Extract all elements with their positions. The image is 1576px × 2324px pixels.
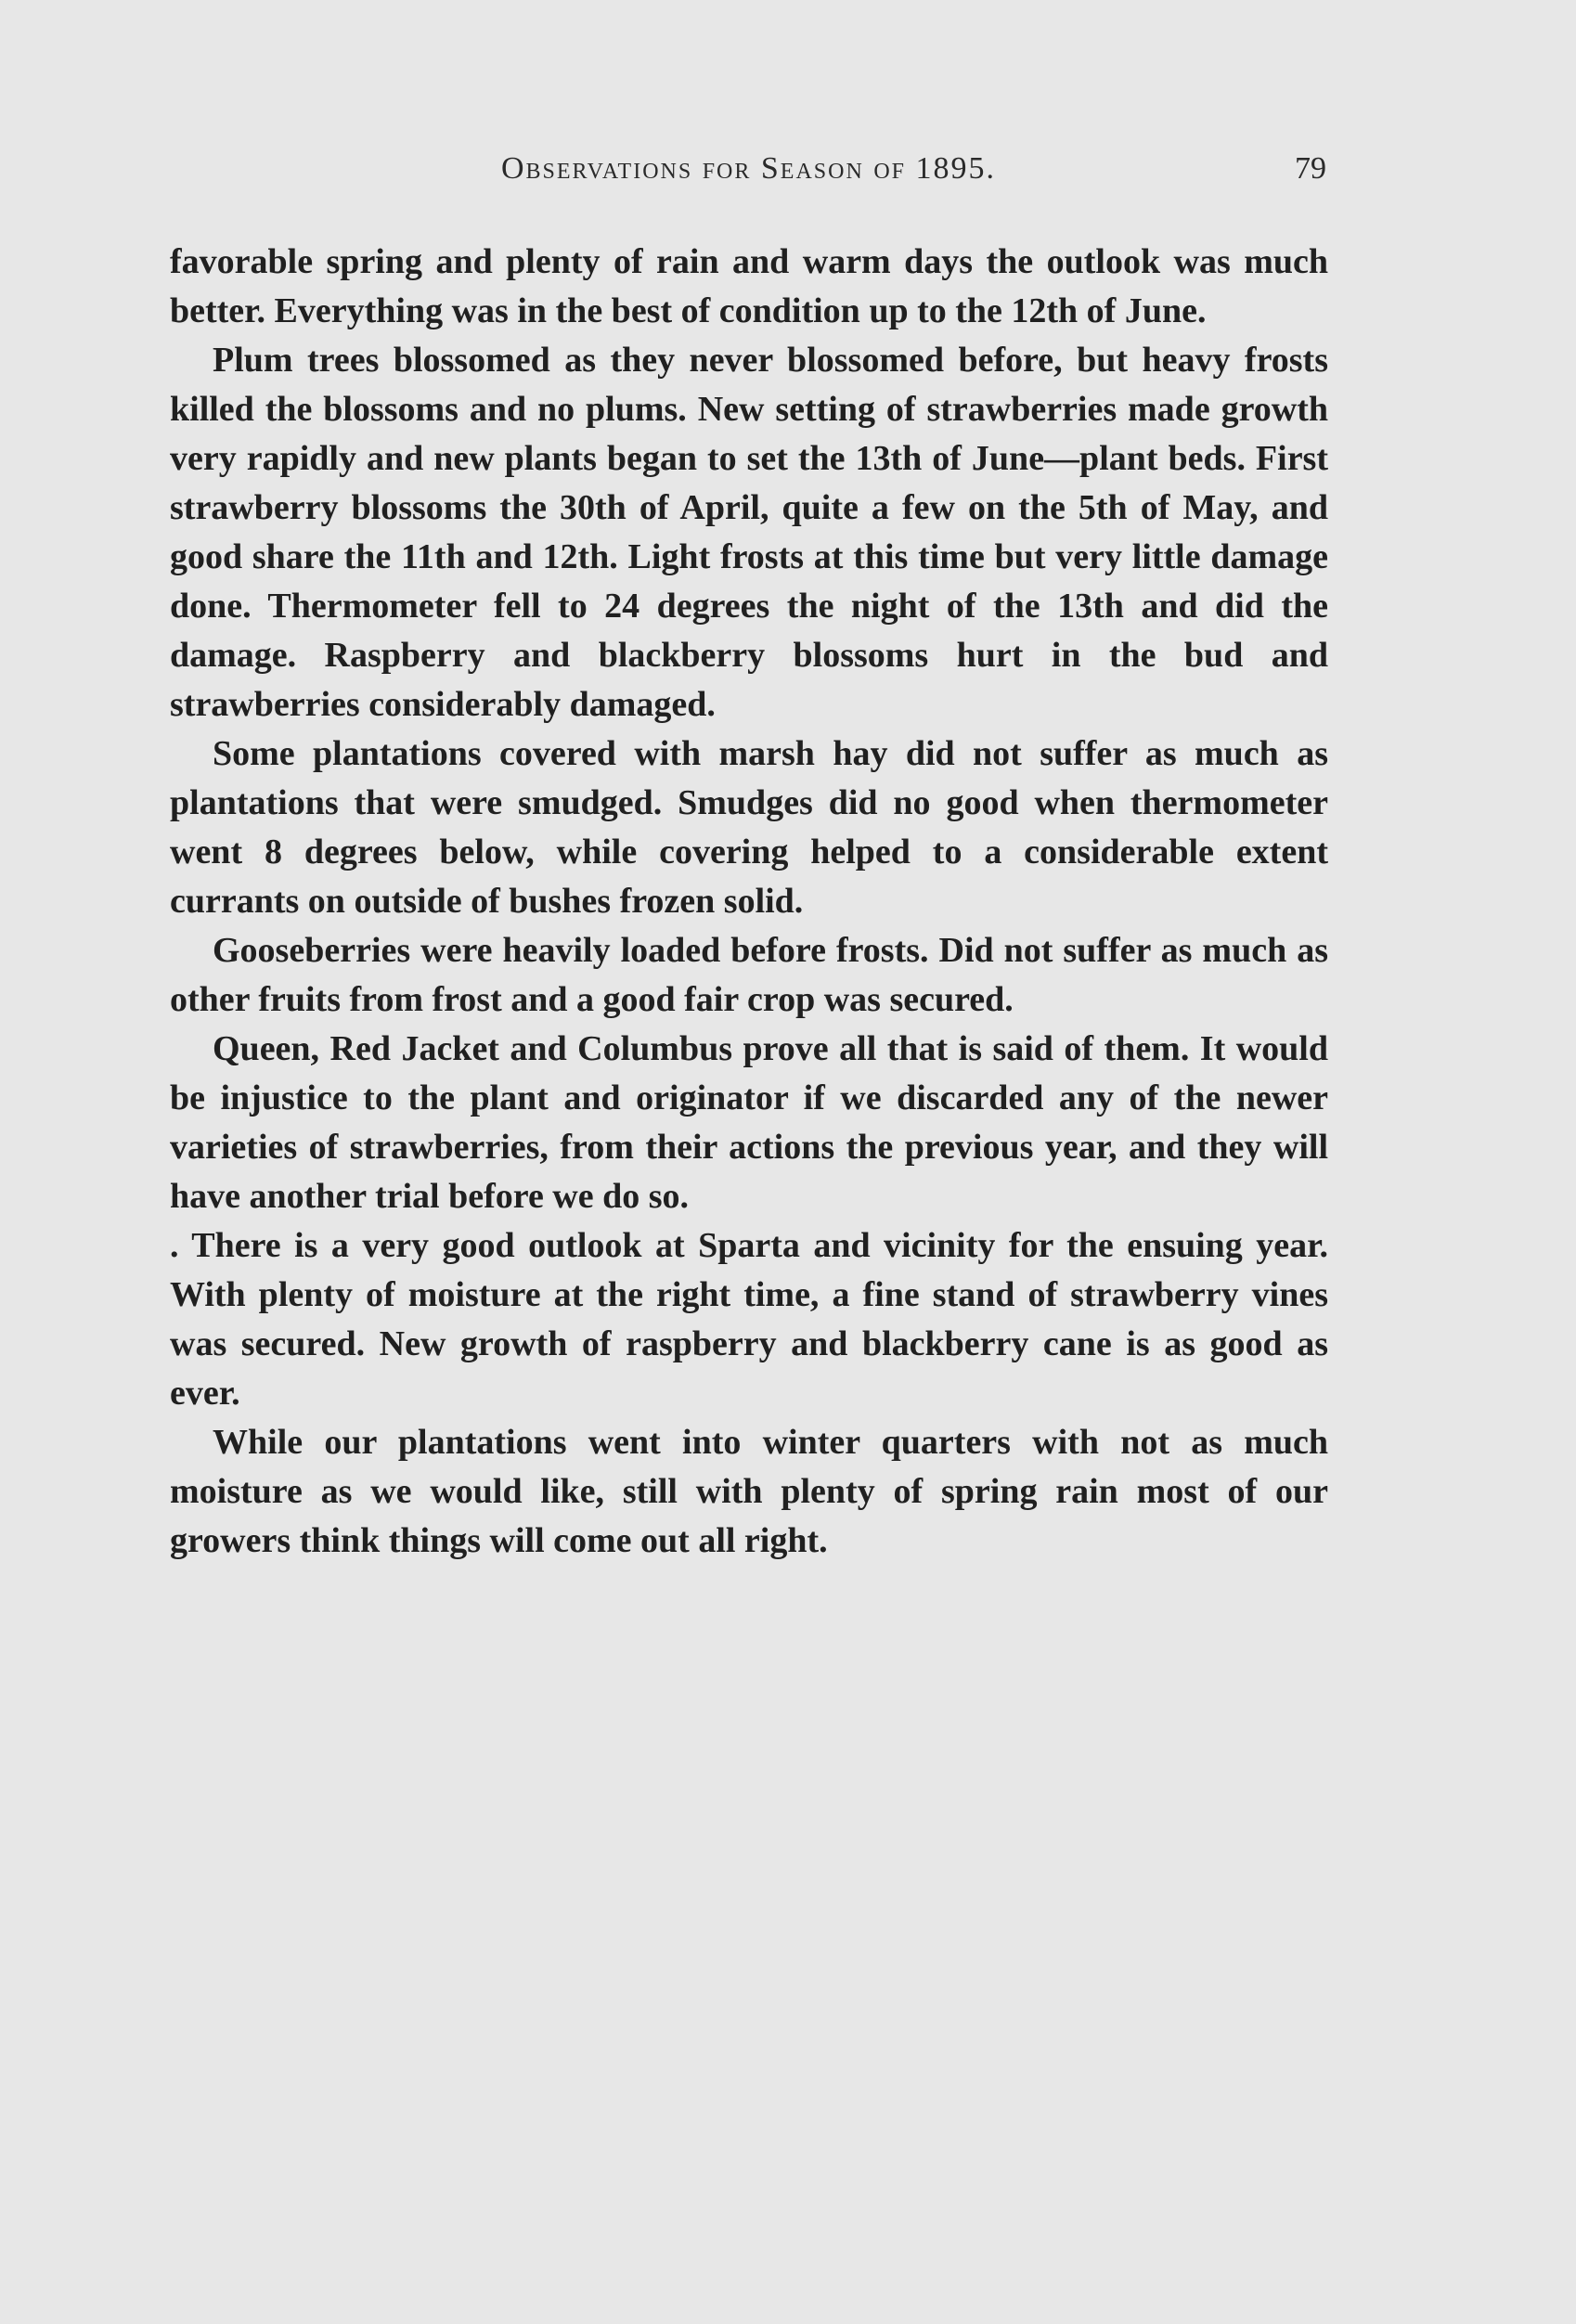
paragraph: Gooseberries were heavily loaded before frosts. Did not suffer as much as other fruits from frost and a good fair crop was secured. xyxy=(170,931,1328,1019)
running-header xyxy=(171,151,1326,198)
paragraph: Queen, Red Jacket and Columbus prove all that is said of them. It would be injustice to the plant and originator if we discarded any of the newer varieties of strawberries, from their actions the previous year, and they will have another trial before we do so. xyxy=(170,1029,1328,1216)
body-text xyxy=(170,238,1328,1566)
running-title: Observations for Season of 1895. xyxy=(500,151,996,186)
paragraph: While our plantations went into winter quarters with not as much moisture as we would like, still with plenty of spring rain most of our growers think things will come out all right. xyxy=(170,1423,1328,1560)
paragraph: Some plantations covered with marsh hay did not suffer as much as plantations that were smudged. Smudges did no good when thermometer went 8 degrees below, while covering helped to a considerable extent currants on outside of bushes frozen solid. xyxy=(170,734,1328,921)
paragraph: Plum trees blossomed as they never blossomed before, but heavy frosts killed the blossoms and no plums. New setting of strawberries made growth very rapidly and new plants began to set the 13th of June—plant beds. First strawberry blossoms the 30th of April, quite a few on the 5th of May, and good share the 11th and 12th. Light frosts at this time but very little damage done. Thermometer fell to 24 degrees the night of the 13th and did the damage. Raspberry and blackberry blossoms hurt in the bud and strawberries considerably damaged. xyxy=(170,341,1328,724)
page-number: 79 xyxy=(1295,151,1326,186)
paragraph: . There is a very good outlook at Sparta and vicinity for the ensuing year. With plenty of moisture at the right time, a fine stand of strawberry vines was secured. New growth of raspberry and blackberry cane is as good as ever. xyxy=(170,1226,1328,1413)
paragraph: favorable spring and plenty of rain and warm days the outlook was much better. Everything was in the best of condition up to the 12th of June. xyxy=(170,242,1328,330)
